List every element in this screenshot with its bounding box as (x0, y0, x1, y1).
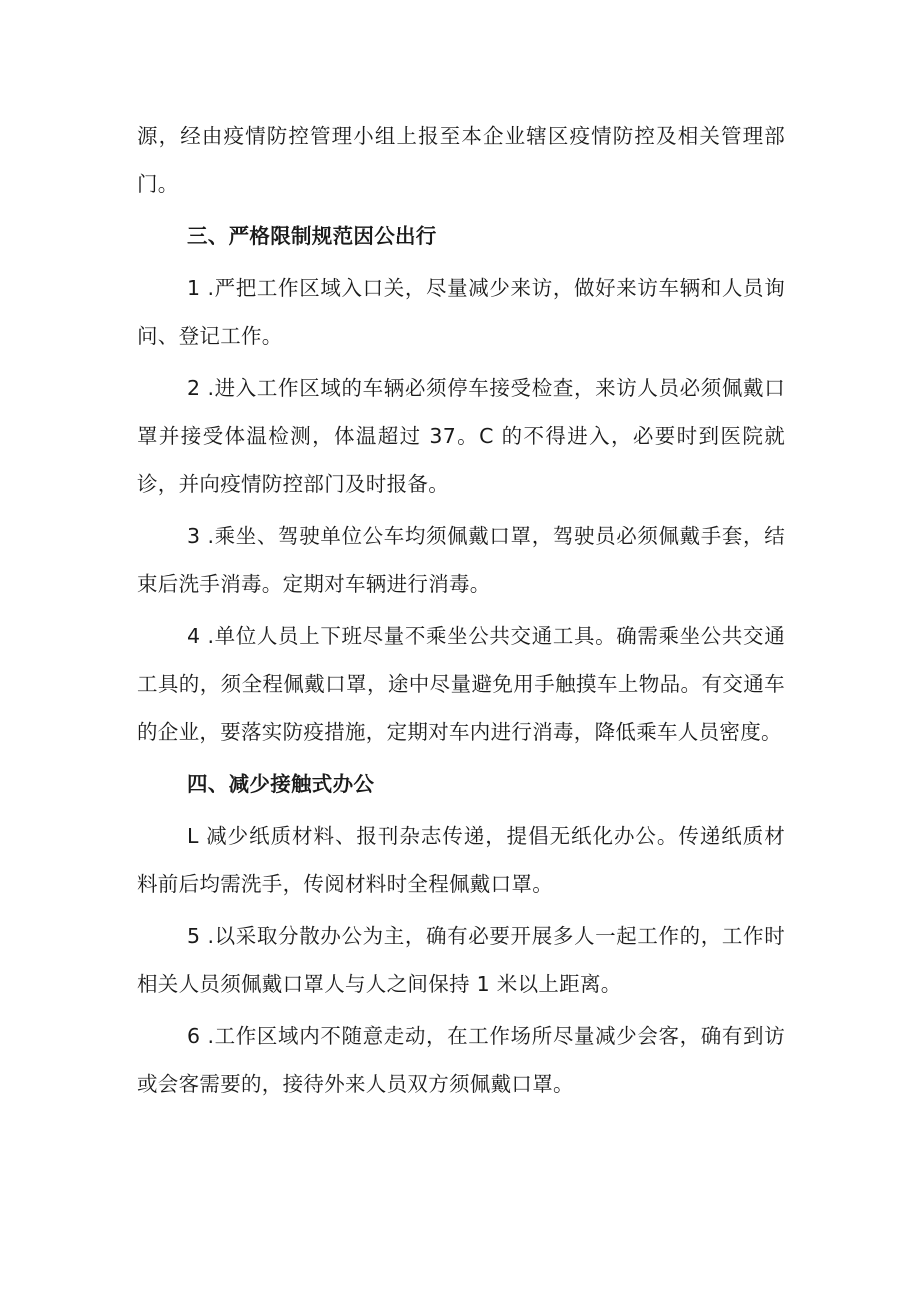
paragraph-continuation: 源，经由疫情防控管理小组上报至本企业辖区疫情防控及相关管理部门。 (137, 124, 785, 196)
list-item-6: 6 .工作区域内不随意走动，在工作场所尽量减少会客，确有到访或会客需要的，接待外来人员双方须佩戴口罩。 (137, 1024, 785, 1096)
document-body (137, 112, 785, 1108)
section-heading-3: 三、严格限制规范因公出行 (187, 224, 437, 248)
list-item-2: 2 .进入工作区域的车辆必须停车接受检查，来访人员必须佩戴口罩并接受体温检测，体温超过 37。C 的不得进入，必要时到医院就诊，并向疫情防控部门及时报备。 (137, 376, 785, 496)
list-item-4: 4 .单位人员上下班尽量不乘坐公共交通工具。确需乘坐公共交通工具的，须全程佩戴口罩，途中尽量避免用手触摸车上物品。有交通车的企业，要落实防疫措施，定期对车内进行消毒，降低乘车人员密度。 (137, 624, 785, 744)
list-item-3: 3 .乘坐、驾驶单位公车均须佩戴口罩，驾驶员必须佩戴手套，结束后洗手消毒。定期对车辆进行消毒。 (137, 524, 785, 596)
list-item-5: 5 .以采取分散办公为主，确有必要开展多人一起工作的，工作时相关人员须佩戴口罩人与人之间保持 1 米以上距离。 (137, 924, 785, 996)
list-item-l: L 减少纸质材料、报刊杂志传递，提倡无纸化办公。传递纸质材料前后均需洗手，传阅材料时全程佩戴口罩。 (137, 824, 785, 896)
list-item-1: 1 .严把工作区域入口关，尽量减少来访，做好来访车辆和人员询问、登记工作。 (137, 276, 785, 348)
section-heading-4: 四、减少接触式办公 (187, 772, 375, 796)
